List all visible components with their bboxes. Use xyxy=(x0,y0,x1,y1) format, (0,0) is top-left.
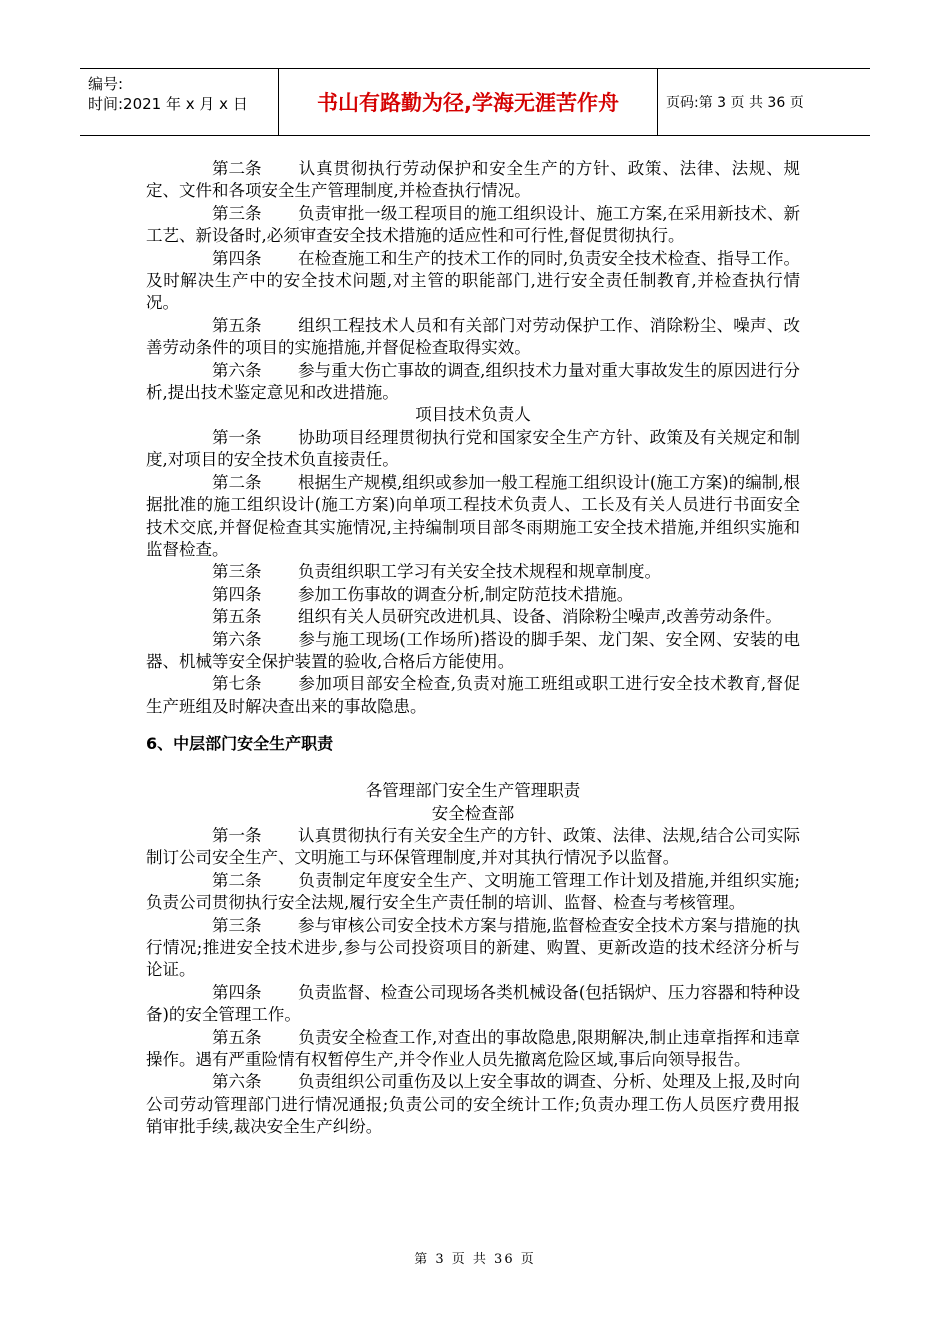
article-paragraph xyxy=(146,315,800,360)
time-label: 时间:2021 年 x 月 x 日 xyxy=(88,95,248,113)
article-number: 第六条 xyxy=(212,629,262,649)
section-b-title: 项目技术负责人 xyxy=(415,405,531,425)
article-number: 第四条 xyxy=(212,982,262,1002)
article-number: 第二条 xyxy=(212,159,262,178)
article-text: 负责监督、检查公司现场各类机械设备(包括锅炉、压力容器和特种设备)的安全管理工作。 xyxy=(146,982,800,1025)
section-c-subtitle: 安全检查部 xyxy=(431,803,515,823)
article-number: 第三条 xyxy=(212,915,262,935)
page-footer: 第 3 页 共 36 页 xyxy=(414,1252,536,1267)
section-a xyxy=(146,158,800,404)
article-text: 负责制定年度安全生产、文明施工管理工作计划及措施,并组织实施;负责公司贯彻执行安全法规,履行安全生产责任制的培训、监督、检查与考核管理。 xyxy=(146,870,800,913)
article-paragraph xyxy=(146,673,800,718)
article-text: 负责组织职工学习有关安全技术规程和规章制度。 xyxy=(298,562,661,582)
article-number: 第三条 xyxy=(212,203,262,223)
article-number: 第四条 xyxy=(212,248,262,268)
article-number: 第六条 xyxy=(212,1072,262,1092)
article-paragraph xyxy=(146,915,800,982)
article-text: 组织工程技术人员和有关部门对劳动保护工作、消除粉尘、噪声、改善劳动条件的项目的实施措施,并督促检查取得实效。 xyxy=(146,315,800,358)
section-b xyxy=(146,427,800,718)
article-text: 参加工伤事故的调查分析,制定防范技术措施。 xyxy=(298,584,634,604)
article-paragraph xyxy=(146,158,800,203)
article-text: 参加项目部安全检查,负责对施工班组或职工进行安全技术教育,督促生产班组及时解决查出来的事故隐患。 xyxy=(146,674,800,716)
article-number: 第七条 xyxy=(212,674,262,694)
article-number: 第四条 xyxy=(212,584,262,604)
article-number: 第五条 xyxy=(212,315,262,335)
article-paragraph xyxy=(146,982,800,1027)
article-paragraph xyxy=(146,472,800,562)
article-paragraph xyxy=(146,203,800,248)
article-number: 第三条 xyxy=(212,562,262,582)
article-text: 参与审核公司安全技术方案与措施,监督检查安全技术方案与措施的执行情况;推进安全技术进步,参与公司投资项目的新建、购置、更新改造的技术经济分析与论证。 xyxy=(146,915,800,980)
article-text: 负责组织公司重伤及以上安全事故的调查、分析、处理及上报,及时向公司劳动管理部门进行情况通报;负责公司的安全统计工作;负责办理工伤人员医疗费用报销审批手续,裁决安全生产纠纷。 xyxy=(146,1072,800,1137)
article-number: 第五条 xyxy=(212,607,262,627)
article-number: 第二条 xyxy=(212,472,262,492)
article-number: 第五条 xyxy=(212,1027,262,1047)
article-paragraph xyxy=(146,360,800,405)
article-number: 第一条 xyxy=(212,427,262,447)
article-paragraph xyxy=(146,1027,800,1072)
article-text: 协助项目经理贯彻执行党和国家安全生产方针、政策及有关规定和制度,对项目的安全技术负直接责任。 xyxy=(146,427,800,470)
article-paragraph xyxy=(146,584,800,606)
article-paragraph xyxy=(146,606,800,628)
article-paragraph xyxy=(146,561,800,583)
article-number: 第一条 xyxy=(212,825,262,845)
article-paragraph xyxy=(146,629,800,674)
serial-label: 编号: xyxy=(88,75,124,93)
article-paragraph xyxy=(146,427,800,472)
article-text: 认真贯彻执行劳动保护和安全生产的方针、政策、法律、法规、规定、文件和各项安全生产管理制度,并检查执行情况。 xyxy=(146,159,800,201)
article-paragraph xyxy=(146,1071,800,1138)
header-meta xyxy=(80,69,279,135)
article-text: 认真贯彻执行有关安全生产的方针、政策、法律、法规,结合公司实际制订公司安全生产、文明施工与环保管理制度,并对其执行情况予以监督。 xyxy=(146,825,800,868)
header-page-number: 页码:第 3 页 共 36 页 xyxy=(666,95,804,111)
article-number: 第二条 xyxy=(212,870,262,890)
article-text: 负责安全检查工作,对查出的事故隐患,限期解决,制止违章指挥和违章操作。遇有严重险情有权暂停生产,并令作业人员先撤离危险区域,事后向领导报告。 xyxy=(146,1027,800,1070)
section-c-title: 各管理部门安全生产管理职责 xyxy=(365,781,581,801)
document-body xyxy=(146,158,800,1139)
article-text: 根据生产规模,组织或参加一般工程施工组织设计(施工方案)的编制,根据批准的施工组织设计(施工方案)向单项工程技术负责人、工长及有关人员进行书面安全技术交底,并督促检查其实施情况,主持编制项目部冬雨期施工安全技术措施,并组织实施和监督检查。 xyxy=(146,472,800,559)
article-paragraph xyxy=(146,825,800,870)
article-number: 第六条 xyxy=(212,360,262,380)
heading-6: 6、中层部门安全生产职责 xyxy=(146,734,334,754)
article-text: 参与重大伤亡事故的调查,组织技术力量对重大事故发生的原因进行分析,提出技术鉴定意见和改进措施。 xyxy=(146,360,800,403)
section-c xyxy=(146,825,800,1139)
article-paragraph xyxy=(146,248,800,315)
page-header xyxy=(80,68,870,136)
article-text: 组织有关人员研究改进机具、设备、消除粉尘噪声,改善劳动条件。 xyxy=(298,607,782,627)
article-text: 参与施工现场(工作场所)搭设的脚手架、龙门架、安全网、安装的电器、机械等安全保护装置的验收,合格后方能使用。 xyxy=(146,629,800,671)
article-paragraph xyxy=(146,870,800,915)
header-motto: 书山有路勤为径,学海无涯苦作舟 xyxy=(279,69,658,135)
article-text: 在检查施工和生产的技术工作的同时,负责安全技术检查、指导工作。及时解决生产中的安全技术问题,对主管的职能部门,进行安全责任制教育,并检查执行情况。 xyxy=(146,248,800,313)
article-text: 负责审批一级工程项目的施工组织设计、施工方案,在采用新技术、新工艺、新设备时,必须审查安全技术措施的适应性和可行性,督促贯彻执行。 xyxy=(146,203,800,246)
